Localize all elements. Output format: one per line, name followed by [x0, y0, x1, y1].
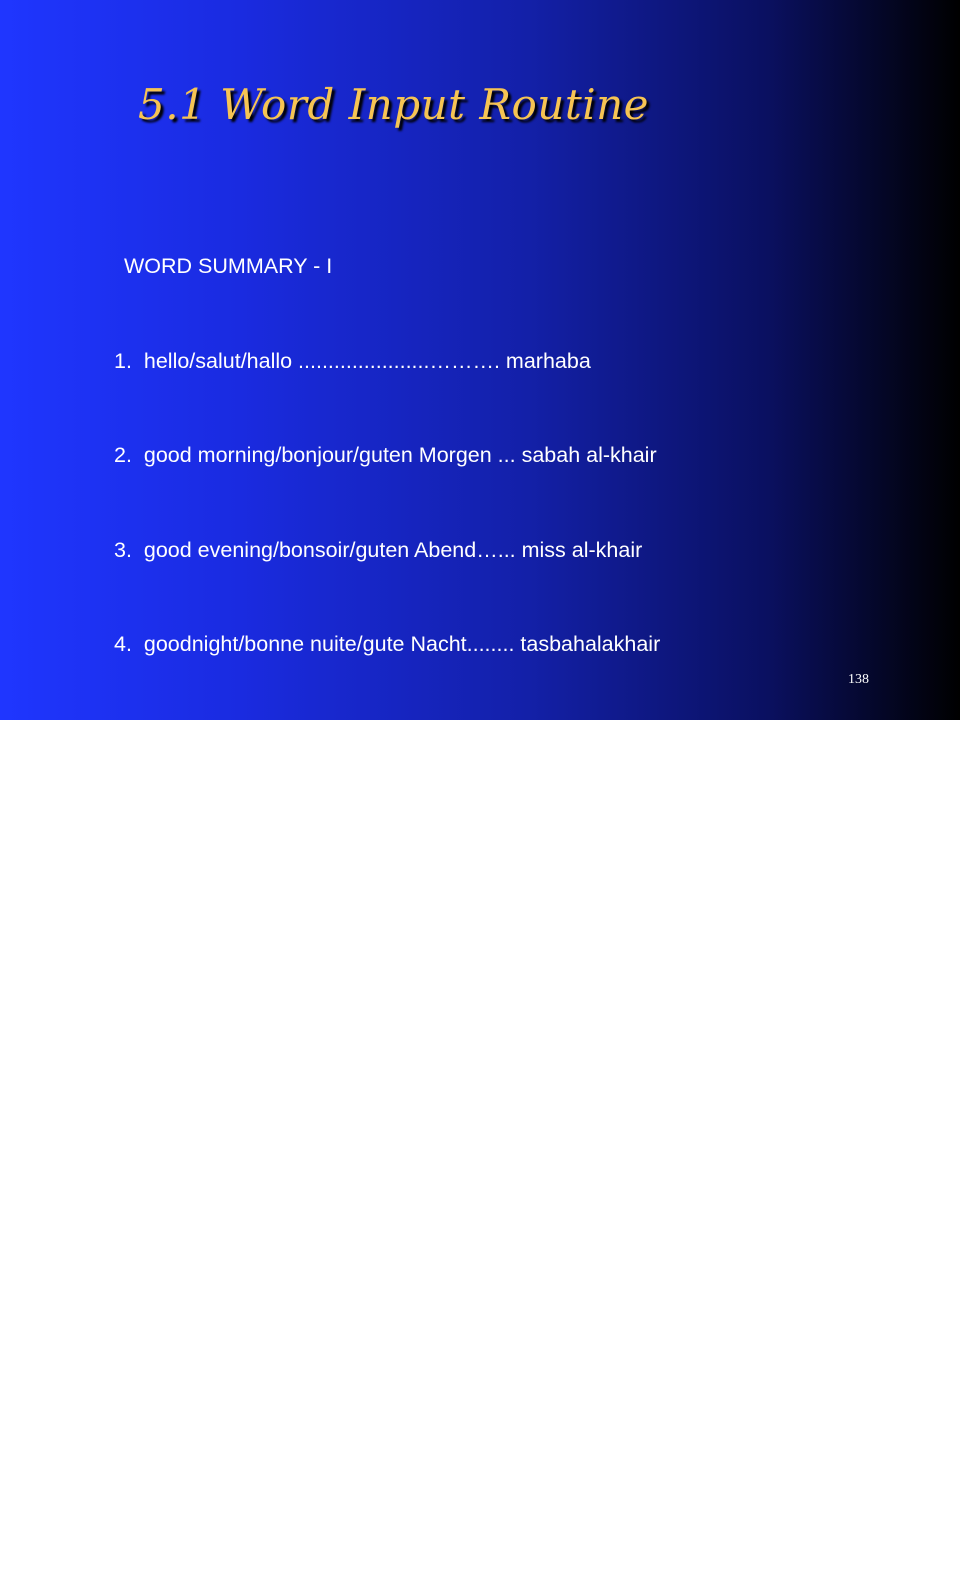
word-summary-list: [114, 188, 660, 1574]
list-item: 3. good evening/bonsoir/guten Abend…... miss al-khair: [114, 537, 643, 562]
list-item: 7. thank you/merci/danke ......................... shukran: [114, 1010, 598, 1034]
list-item: wie geht es Ihnen……............................ kaif haal’ak?: [114, 821, 655, 845]
list-item: 2. good morning/bonjour/guten Morgen ... sabah al-khair: [114, 443, 657, 467]
page-number: 138: [848, 672, 869, 687]
list-item: 10. Mr/Monsieur/Herr ..........................….... al-Saied.: [114, 1293, 615, 1318]
list-item: 4. goodnight/bonne nuite/gute Nacht........ tasbahalakhair: [114, 632, 661, 656]
list-item: 8. goodbye/au revoir/auf wiedersein......... maas-salama: [114, 1104, 650, 1129]
list-item: 5. how are you?/comment allez vous/: [114, 726, 475, 751]
list-item: 1. hello/salut/hallo ......................………. marhaba: [114, 348, 591, 373]
list-item: 6. I am well/je vais bien/mir geht es gut.... ana be-khair: [114, 915, 640, 940]
list-item: 9. please/s'il vous plait/bitte .........…........ min-fadlak: [114, 1199, 616, 1223]
list-item: 11. Mrs/Madame//Frau .............................. al-Saieda: [114, 1388, 612, 1412]
slide-title: 5.1 Word Input Routine: [138, 80, 650, 129]
list-item: 12. Miss/Mademoiselle/Fraulein................. al-Anesa: [114, 1482, 609, 1507]
word-summary-heading: WORD SUMMARY - I: [124, 254, 333, 278]
